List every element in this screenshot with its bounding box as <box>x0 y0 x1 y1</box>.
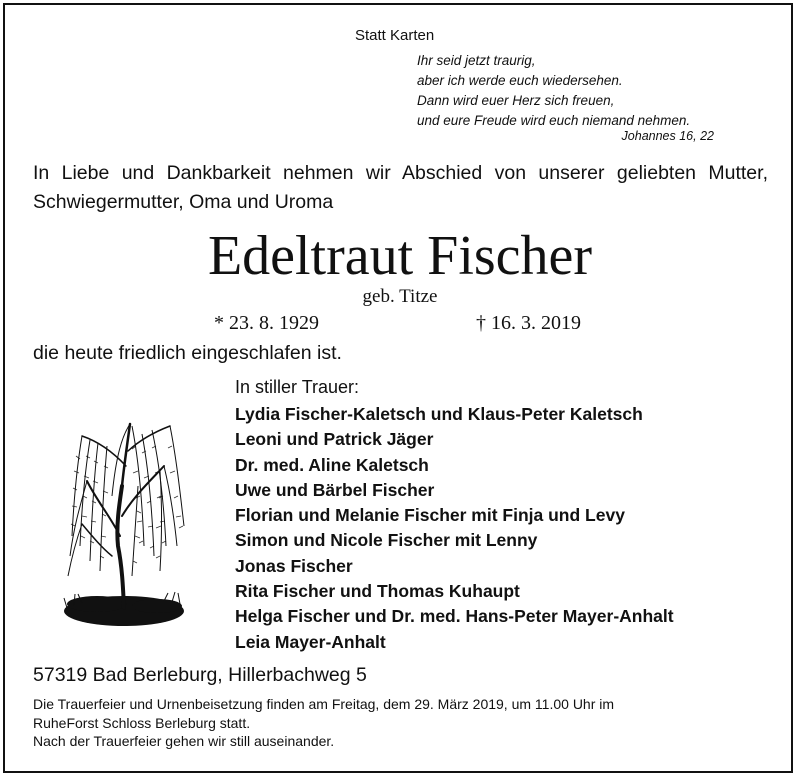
verse-line: aber ich werde euch wiedersehen. <box>417 73 623 88</box>
weeping-willow-tree-icon <box>52 396 202 641</box>
funeral-note-line: RuheForst Schloss Berleburg statt. <box>33 714 251 731</box>
passed-text: die heute friedlich eingeschlafen ist. <box>33 342 342 364</box>
mourners-list <box>235 402 674 655</box>
verse-line: Ihr seid jetzt traurig, <box>417 53 536 68</box>
mourner: Florian und Melanie Fischer mit Finja und Levy <box>235 505 625 526</box>
family-address: 57319 Bad Berleburg, Hillerbachweg 5 <box>33 664 367 686</box>
mourner: Lydia Fischer-Kaletsch und Klaus-Peter Kaletsch <box>235 404 643 424</box>
funeral-note-line: Die Trauerfeier und Urnenbeisetzung finden am Freitag, dem 29. März 2019, um 11.00 Uhr im <box>33 696 615 712</box>
funeral-note-line: Nach der Trauerfeier gehen wir still auseinander. <box>33 733 335 749</box>
mourner: Dr. med. Aline Kaletsch <box>235 454 429 475</box>
birth-name: geb. Titze <box>362 286 438 307</box>
mourner: Simon und Nicole Fischer mit Lenny <box>235 530 538 551</box>
bible-verse <box>417 51 690 131</box>
mourner: Jonas Fischer <box>235 555 353 576</box>
mourner: Leia Mayer-Anhalt <box>235 631 386 652</box>
intro-text: In Liebe und Dankbarkeit nehmen wir Abschied von unserer geliebten Mutter, Schwiegermutter, Oma und Uroma <box>33 162 768 213</box>
verse-source: Johannes 16, 22 <box>621 129 714 143</box>
mourner: Leoni und Patrick Jäger <box>235 429 434 450</box>
verse-line: und eure Freude wird euch niemand nehmen. <box>417 113 691 128</box>
mourning-label: In stiller Trauer: <box>235 377 360 397</box>
mourner: Rita Fischer und Thomas Kuhaupt <box>235 581 520 602</box>
mourner: Uwe und Bärbel Fischer <box>235 479 435 500</box>
death-date: † 16. 3. 2019 <box>476 312 581 334</box>
funeral-note <box>33 695 733 751</box>
verse-line: Dann wird euer Herz sich freuen, <box>417 93 615 108</box>
mourner: Helga Fischer und Dr. med. Hans-Peter Mayer-Anhalt <box>235 606 674 627</box>
header-text: Statt Karten <box>355 27 435 44</box>
deceased-name: Edeltraut Fischer <box>207 225 593 287</box>
birth-date: * 23. 8. 1929 <box>214 312 319 334</box>
